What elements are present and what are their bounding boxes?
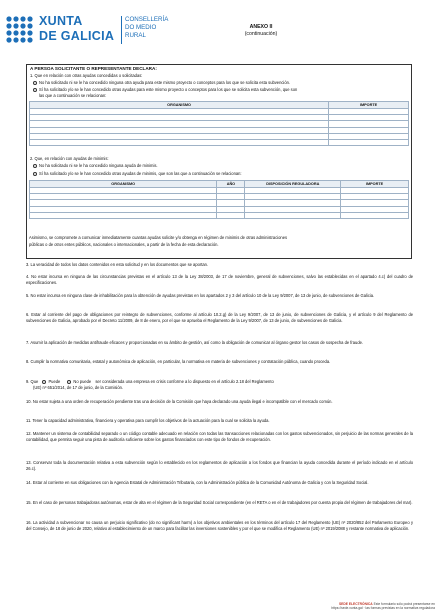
declaration-item-14: 14. Estar al corriente en sus obligaciones con la Agencia Estatal de Administración Tributaria, con la Administración pública de la Comunidad Autónoma de Galicia y con la Seguridad Social. [26,480,369,485]
declaration-box [26,64,412,259]
sede-electronica-label: SEDE ELECTRÓNICA [338,602,373,606]
question-1: 1. Que en relación con otras ayudas concedidas o solicitadas: [30,73,143,78]
col-disposicion: DISPOSICIÓN REGULADORA [245,181,341,188]
table-row [30,212,409,218]
page-header [4,14,435,50]
col-organismo: ORGANISMO [30,181,217,188]
annex-title: ANEXO II (continuación) [244,24,278,37]
declaration-item-8: 8. Cumplir la normativa comunitaria, estatal y autonómica de aplicación, en particular, la normativa en materia de subvenciones y contratación pública, cuando proceda. [26,359,331,364]
declaration-item-6: 6. Estar al corriente del pago de obligaciones por reintegro de subvenciones, conforme al artículo 10.2.g) de la Ley 9/2007, de 13 de junio, de subvenciones de Galicia, y el artículo 9 del Reglamento de subvenciones de Galicia, aprobado por el Decreto 11/2009, de 8 de enero, por el que se aprueba el Reglamento de la Ley 9/2007, de 13 de junio, de subvenciones de Galicia. [26,312,413,323]
declaration-item-13: 13. Conservar toda la documentación relativa a esta subvención según lo establecido en los reglamentos de aplicación a los fondos que financian la ayuda concedida durante el período indicado en el artículo 26.c). [26,460,413,471]
declaration-item-16: 16. La actividad a subvencionar no causa un perjuicio significativo (do no significant harm) a los objetivos ambientales en los términos del artículo 17 del Reglamento (UE) nº 2020/852 del Parlamento Europeo y del Consejo, de 18 de junio de 2020, relativo al establecimiento de un marco para facilitar las inversiones sostenibles y por el que se modifica el Reglamento (UE) nº 2019/2088 y restante normativa de aplicación. [26,520,413,531]
commitment-line-2: públicas o de otros entes públicos, nacionales o internacionales, a partir de la fecha de esta declaración. [29,242,219,247]
brand-divider [121,16,122,44]
declaration-item-5: 5. No estar incursa en ninguna clase de inhabilitación para la obtención de ayudas previstas en los apartados 2 y 3 del artículo 10 de la Ley 9/2007, de 13 de junio, de subvenciones de Galicia. [26,293,375,298]
declaration-item-9: 9. Que Puede No puede ser considerada una empresa en crisis conforme a lo dispuesto en el artículo 2.18 del Reglamento (UE) nº 651/2014, de 17 de junio, de la Comisión. [26,379,274,390]
other-aid-table [29,101,409,146]
declaration-item-4: 4. No estar incursa en ninguna de las circunstancias previstas en el artículo 13 de la Ley 38/2003, de 17 de noviembre, general de subvenciones, salvo las establecidas en el apartado 4.c) del cuadro de especificaciones. [26,274,413,285]
declaration-item-12: 12. Mantener un sistema de contabilidad separado o un código contable adecuado en relación con todas las transacciones relacionadas con los gastos subvencionados, sin perjuicio de las normas generales de la contabilidad, que permita seguir una pista de auditoría suficiente sobre los gastos financiados con este tipo de fondos de recuperación. [26,431,413,442]
minimis-table [29,180,409,219]
commitment-line-1: Asimismo, se compromete a comunicar inmediatamente cuantas ayudas solicite y/o obtenga en régimen de minimis de otras administraciones [29,235,288,240]
q2-yes-radio[interactable] [33,172,37,176]
col-ano: AÑO [217,181,245,188]
declaration-title: A PERSOA SOLICITANTE O REPRESENTANTE DECLARA: [30,66,157,71]
q1-option-yes: Sí ha solicitado y/o se le han concedido otras ayudas para este mismo proyecto o conceptos para los que se solicita esta subvención, que son [33,87,297,92]
declaration-item-15: 15. En el caso de personas trabajadoras autónomas, estar de alta en el régimen de la Seguridad Social correspondiente (en el RETA o en el de trabajadores por cuenta propia del régimen de trabajadores del mar). [26,500,413,505]
declaration-item-10: 10. No estar sujeta a una orden de recuperación pendiente tras una decisión de la Comisión que haya declarado una ayuda ilegal e incompatible con el mercado común. [26,399,333,404]
col-importe: IMPORTE [341,181,409,188]
brand-de-galicia: DE GALICIA [39,29,115,43]
q2-option-yes: Sí ha solicitado y/o se le han concedido otras ayudas de minimis, que son las que a continuación se relacionan: [33,171,242,176]
item9-puede-radio[interactable] [42,380,46,384]
department-name: CONSELLERÍA DO MEDIO RURAL [125,16,169,39]
declaration-item-11: 11. Tener la capacidad administrativa, financiera y operativa para cumplir los objetivos de la actuación para la cual se solicita la ayuda. [26,418,270,423]
question-2: 2. Que, en relación con ayudas de minimis: [30,156,109,161]
brand-xunta: XUNTA [39,14,83,28]
declaration-item-3: 3. La veracidad de todos los datos contenidos en esta solicitud y en los documentos que se aportan. [26,262,209,267]
q1-no-radio[interactable] [33,81,37,85]
q1-yes-radio[interactable] [33,88,37,92]
q1-option-yes-cont: las que a continuación se relacionan: [39,93,107,98]
xunta-logo-icon [4,14,38,48]
q2-option-no: No ha solicitado ni se le ha concedido ninguna ayuda de minimis. [33,163,158,168]
q1-option-no: No ha solicitado ni se le ha concedido ninguna otra ayuda para este mismo proyecto o conceptos para los que se solicita esta subvención. [33,80,290,85]
declaration-item-7: 7. Asumir la aplicación de medidas antifraude eficaces y proporcionadas en su ámbito de gestión, así como la obligación de comunicar al órgano gestor los casos de sospecha de fraude. [26,340,364,345]
q2-no-radio[interactable] [33,164,37,168]
item9-no-puede-radio[interactable] [67,380,71,384]
page-footer: SEDE ELECTRÓNICA Este formulario sólo podrá presentarse en https://sede.xunta.gal · las formas previstas en la normativa reguladora [331,602,435,610]
col-organismo: ORGANISMO [30,102,329,109]
col-importe: IMPORTE [329,102,409,109]
table-row [30,139,409,145]
